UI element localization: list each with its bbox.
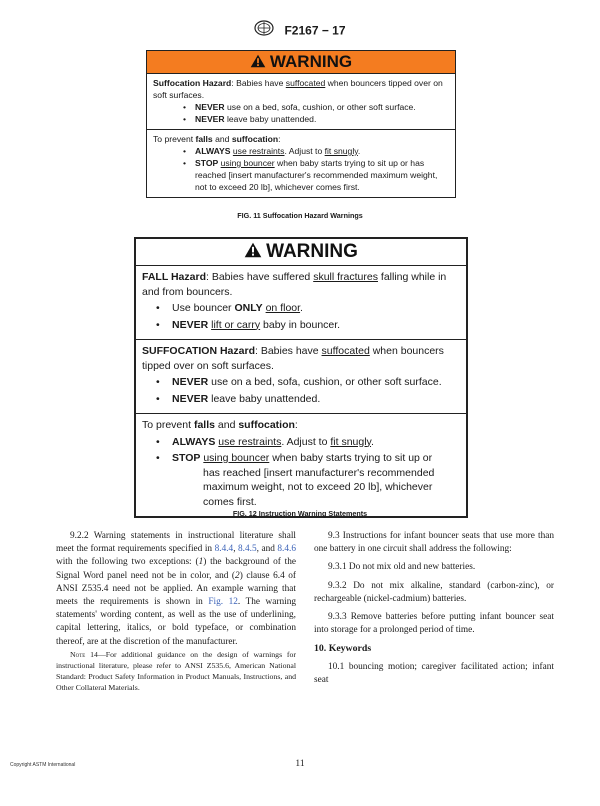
bold-word: ALWAYS xyxy=(172,435,216,448)
fig11-suffocation-list xyxy=(153,101,449,125)
standard-designation: F2167 − 17 xyxy=(284,23,346,38)
bullet-text: use on a bed, sofa, cushion, or other soft surface. xyxy=(208,376,442,388)
ref-link-8-4-6[interactable]: 8.4.6 xyxy=(277,544,296,555)
body-text: ) the background of the Signal Word panel need not be in color, and ( xyxy=(56,557,296,581)
fig11-hazard-text-b: when bouncers tipped over on soft surfaces. xyxy=(153,78,443,100)
body-text: , xyxy=(233,544,239,555)
underlined-text: lift or carry xyxy=(211,318,261,331)
fig11-warning-banner xyxy=(147,51,455,74)
bullet-text: . xyxy=(300,302,303,314)
body-text: . The warning statements' wording content, as well as the use of underlining, capital lettering, italics, or bold typeface, or combination thereof, are at the discretion of the manufacturer. xyxy=(56,597,297,647)
fig11-suffocation-section xyxy=(147,74,455,129)
bold-word: ALWAYS xyxy=(195,146,231,156)
warning-triangle-icon xyxy=(250,52,266,74)
underlined-text: fit snugly xyxy=(324,146,358,156)
fig12-fall-list xyxy=(142,301,460,332)
list-item xyxy=(156,375,460,390)
bold-word: STOP xyxy=(172,452,201,464)
fig12-suffocation-list xyxy=(142,375,460,406)
section-9-2-2 xyxy=(56,530,296,649)
fig11-hazard-title: Suffocation Hazard xyxy=(153,78,232,88)
bold-word: STOP xyxy=(195,158,219,168)
ref-link-8-4-4[interactable]: 8.4.4 xyxy=(214,544,234,555)
bullet-text: leave baby unattended. xyxy=(224,114,317,124)
underlined-text: using bouncer xyxy=(203,452,270,464)
bold-word: falls xyxy=(195,134,213,144)
left-column xyxy=(56,530,296,693)
fig12-fall-section xyxy=(136,266,466,339)
prevent-text: and xyxy=(214,419,239,431)
list-item xyxy=(156,301,460,316)
section-9-3-3: 9.3.3 Remove batteries before putting infant bouncer seat into storage for a prolonged period of time. xyxy=(314,612,554,636)
list-item xyxy=(156,451,460,509)
fig12-fall-title: FALL Hazard xyxy=(142,271,206,283)
list-item xyxy=(183,145,449,157)
hazard-text: : Babies have suffered xyxy=(205,271,314,283)
underlined-text: fit snugly xyxy=(330,435,372,448)
fig11-signal-word: WARNING xyxy=(269,52,353,71)
bold-word: NEVER xyxy=(172,376,209,388)
fig12-signal-word: WARNING xyxy=(266,241,358,262)
warning-triangle-icon xyxy=(244,240,262,266)
underlined-text: suffocated xyxy=(321,345,370,357)
bold-word: NEVER xyxy=(172,318,209,331)
fig12-prevent-list xyxy=(142,435,460,510)
body-text: , and xyxy=(256,544,278,555)
bold-word: NEVER xyxy=(195,102,225,112)
prevent-text: : xyxy=(278,134,281,144)
bullet-text: . xyxy=(371,435,374,448)
bullet-text: leave baby unattended. xyxy=(208,392,321,405)
list-item xyxy=(156,392,460,407)
section-10-1: 10.1 bouncing motion; caregiver facilitated action; infant seat xyxy=(314,661,554,685)
prevent-text: : xyxy=(294,419,298,431)
keywords-heading: 10. Keywords xyxy=(314,643,372,655)
bullet-text: . Adjust to xyxy=(281,435,331,448)
fig11-caption: FIG. 11 Suffocation Hazard Warnings xyxy=(237,211,363,220)
prevent-text: and xyxy=(212,134,232,144)
section-9-3-1: 9.3.1 Do not mix old and new batteries. xyxy=(328,562,476,573)
section-9-3: 9.3 Instructions for infant bouncer seats that use more than one battery in one circuit shall address the following: xyxy=(314,531,554,555)
bullet-text: . xyxy=(357,146,361,156)
italic-number: 2 xyxy=(235,570,240,581)
note-text: —For additional guidance on the design of warnings for instructional literature, please refer to ANSI Z535.6, American National Standard: Product Safety Information in Product Manuals, Instructions, and Other Collateral Materials. xyxy=(56,649,296,692)
ref-link-fig-12[interactable]: Fig. 12 xyxy=(208,597,238,608)
list-item xyxy=(183,101,449,113)
fig12-suffocation-section xyxy=(136,339,466,413)
bold-word: NEVER xyxy=(195,114,225,124)
fig12-suffocation-title: SUFFOCATION Hazard xyxy=(142,345,255,357)
bullet-text: when baby starts trying to sit up or has reached [insert manufacturer's recommended maximum weight, not to exceed 20 lb], whichever comes first. xyxy=(195,158,438,192)
underlined-text: skull fractures xyxy=(313,271,378,283)
hazard-text: falling while in and from bouncers. xyxy=(142,271,447,298)
body-text: ) clause 6.4 of ANSI Z535.4 need not be applied. An example warning that meets the requirements is shown in xyxy=(56,570,296,608)
body-text: 9.2.2 Warning statements in instructional literature shall meet the format requirements specified in xyxy=(56,531,296,555)
bullet-text: . Adjust to xyxy=(284,146,325,156)
prevent-text: To prevent xyxy=(142,419,194,431)
page-header xyxy=(0,20,600,41)
note-14 xyxy=(56,649,296,693)
prevent-text: To prevent xyxy=(153,134,196,144)
list-item xyxy=(156,318,460,333)
fig11-warning-label xyxy=(146,50,456,198)
fig12-prevent-section xyxy=(136,413,466,516)
bold-word: suffocation xyxy=(238,419,295,431)
hazard-text: : Babies have xyxy=(254,345,322,357)
list-item xyxy=(156,435,460,450)
bold-word: NEVER xyxy=(172,392,209,405)
fig12-caption: FIG. 12 Instruction Warning Statements xyxy=(232,509,368,518)
fig11-hazard-underline: suffocated xyxy=(285,78,326,88)
page-number: 11 xyxy=(295,759,305,769)
fig12-warning-label xyxy=(134,237,468,518)
body-text: with the following two exceptions: ( xyxy=(56,557,199,568)
fig11-hazard-text-a: : Babies have xyxy=(231,78,286,88)
bold-word: ONLY xyxy=(234,302,263,314)
hazard-text: when bouncers tipped over on soft surfaces. xyxy=(142,345,444,372)
fig12-warning-banner xyxy=(136,239,466,266)
astm-logo-icon xyxy=(254,20,274,41)
underlined-text: use restraints xyxy=(218,435,282,448)
fig11-prevent-list xyxy=(153,145,449,193)
bold-word: suffocation xyxy=(231,134,279,144)
ref-link-8-4-5[interactable]: 8.4.5 xyxy=(238,544,257,555)
bullet-text: use on a bed, sofa, cushion, or other soft surface. xyxy=(224,102,416,112)
copyright-footer: Copyright ASTM International xyxy=(10,762,76,768)
bullet-text: Use bouncer xyxy=(172,302,235,314)
bold-word: falls xyxy=(193,419,215,431)
underlined-text: use restraints xyxy=(232,146,285,156)
underlined-text: using bouncer xyxy=(220,158,275,168)
bullet-text: when baby starts trying to sit up or xyxy=(269,452,433,464)
note-label: Note 14 xyxy=(70,649,98,659)
fig11-prevent-section xyxy=(147,129,455,197)
bullet-text: has reached [insert manufacturer's recommended maximum weight, not to exceed 20 lb], whichever comes first. xyxy=(203,466,435,508)
italic-number: 1 xyxy=(198,557,204,568)
section-9-3-2: 9.3.2 Do not mix alkaline, standard (carbon-zinc), or rechargeable (nickel-cadmium) batteries. xyxy=(314,580,554,604)
list-item xyxy=(183,113,449,125)
right-column xyxy=(314,530,554,692)
list-item xyxy=(183,157,449,193)
bullet-text: baby in bouncer. xyxy=(260,318,341,331)
underlined-text: on floor xyxy=(265,302,301,314)
